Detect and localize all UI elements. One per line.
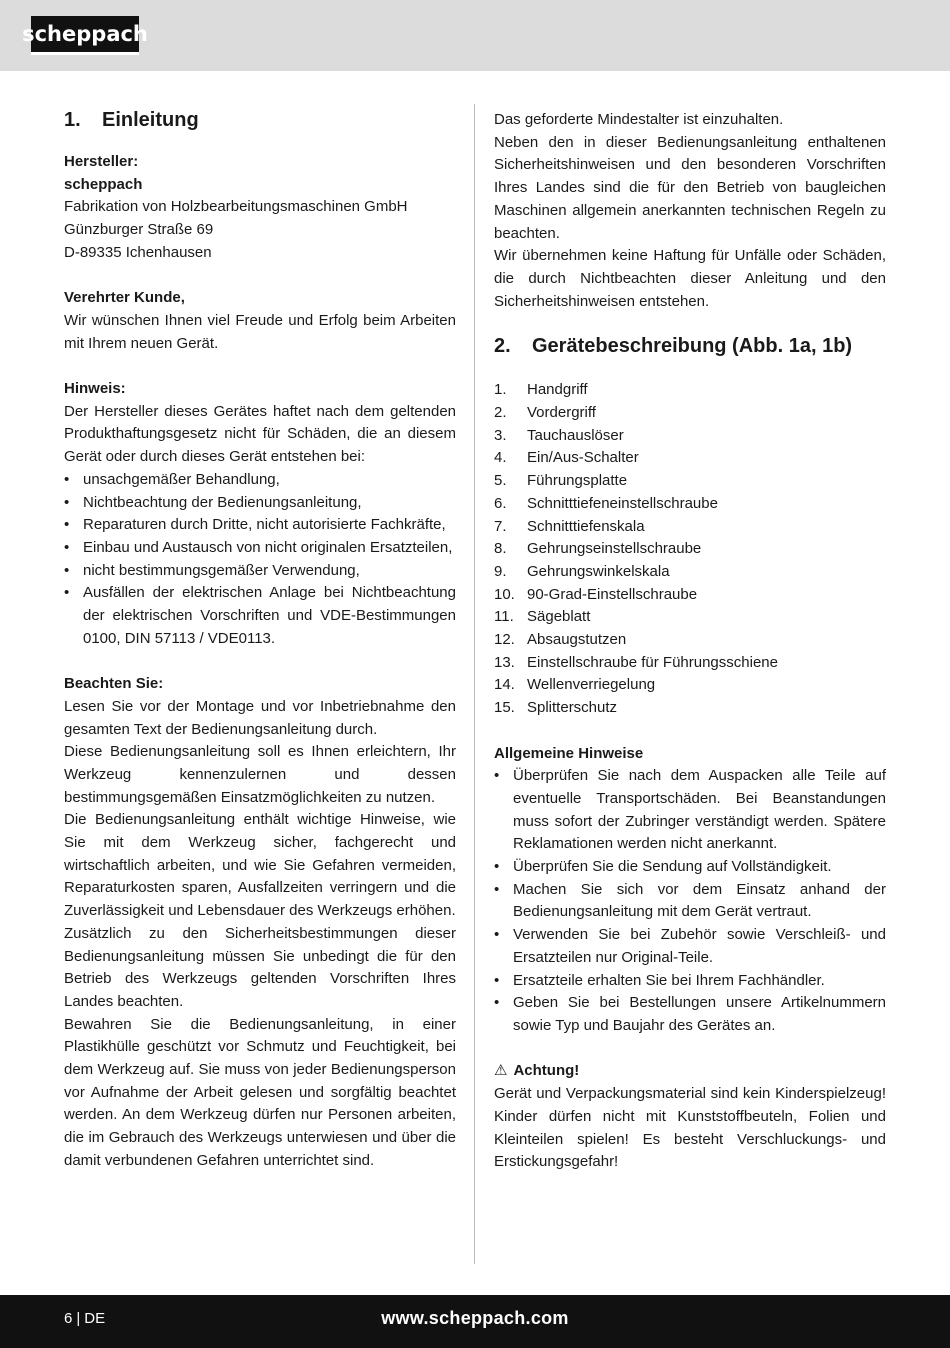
- list-item: 3. Tauchauslöser: [494, 426, 624, 444]
- list-item: • Ausfällen der elektrischen Anlage bei Nichtbeachtung der elektrischen Vorschriften und VDE-Bestimmungen 0100, DIN 57113 / VDE0113.: [64, 582, 456, 650]
- list-item: • Nichtbeachtung der Bedienungsanleitung,: [64, 492, 456, 515]
- language-code: DE: [84, 1310, 106, 1327]
- list-item: • Machen Sie sich vor dem Einsatz anhand der Bedienungsanleitung mit dem Gerät vertraut.: [494, 879, 886, 924]
- right-column: [494, 109, 886, 1174]
- note-list: [64, 469, 456, 651]
- brand-logo: scheppach: [31, 16, 139, 55]
- intro-paragraph: Das geforderte Mindestalter ist einzuhalten.: [494, 111, 784, 128]
- caution-text: Gerät und Verpackungsmaterial sind kein Kinderspielzeug! Kinder dürfen nicht mit Kunststoffbeuteln, Folien und Kleinteilen spielen! Es besteht Verschluckungs- und Erstickungsgefahr!: [494, 1085, 886, 1171]
- manufacturer-line: Fabrikation von Holzbearbeitungsmaschinen GmbH: [64, 198, 408, 216]
- list-item: 10. 90-Grad-Einstellschraube: [494, 585, 698, 603]
- customer-salutation: Verehrter Kunde,: [64, 289, 185, 307]
- list-item: 11. Sägeblatt: [494, 608, 591, 626]
- caution-label: Achtung!: [513, 1062, 580, 1080]
- warning-triangle-icon: ⚠: [494, 1062, 508, 1080]
- caution-heading: [494, 1060, 886, 1083]
- section-number: 2.: [494, 335, 511, 358]
- page-number: 6: [64, 1310, 73, 1327]
- list-item: 12. Absaugstutzen: [494, 631, 627, 649]
- list-item: 8. Gehrungseinstellschraube: [494, 540, 702, 558]
- list-item: 1. Handgriff: [494, 381, 588, 399]
- list-item: 4. Ein/Aus-Schalter: [494, 449, 639, 467]
- left-column: [64, 107, 456, 1173]
- manufacturer-line: D-89335 Ichenhausen: [64, 243, 212, 261]
- parts-list: [494, 379, 886, 720]
- list-item: • Ersatzteile erhalten Sie bei Ihrem Fachhändler.: [494, 970, 886, 993]
- list-item: 9. Gehrungswinkelskala: [494, 562, 670, 580]
- general-notes-list: [494, 765, 886, 1037]
- website-url: www.scheppach.com: [381, 1308, 569, 1328]
- intro-paragraph: Neben den in dieser Bedienungsanleitung enthaltenen Sicherheitshinweisen und den besonderen Vorschriften Ihres Landes sind die für den Betrieb von baugleichen Maschinen allgemein anerkannten technischen Regeln zu beachten.: [494, 133, 886, 242]
- section-title-device-description: [494, 333, 886, 359]
- list-item: 14. Wellenverriegelung: [494, 676, 656, 694]
- list-item: • Überprüfen Sie nach dem Auspacken alle Teile auf eventuelle Transportschäden. Bei Beanstandungen muss sofort der Zubringer verständigt werden. Spätere Reklamationen werden nicht anerkannt.: [494, 765, 886, 856]
- list-item: • Einbau und Austausch von nicht originalen Ersatzteilen,: [64, 537, 456, 560]
- list-item: 15. Splitterschutz: [494, 699, 618, 717]
- column-divider: [474, 104, 475, 1264]
- list-item: • unsachgemäßer Behandlung,: [64, 469, 456, 492]
- observe-paragraph: Bewahren Sie die Bedienungsanleitung, in einer Plastikhülle geschützt vor Schmutz und Feuchtigkeit, bei dem Werkzeug auf. Sie muss von jeder Bedienungsperson vor Aufnahme der Arbeit gelesen und sorgfältig beachtet werden. An dem Werkzeug dürfen nur Personen arbeiten, die im Gebrauch des Werkzeugs unterwiesen und über die damit verbundenen Gefahren unterrichtet sind.: [64, 1015, 456, 1169]
- manufacturer-line: Günzburger Straße 69: [64, 221, 214, 239]
- list-item: 7. Schnitttiefenskala: [494, 517, 645, 535]
- observe-paragraph: Die Bedienungsanleitung enthält wichtige Hinweise, wie Sie mit dem Werkzeug sicher, fachgerecht und wirtschaftlich arbeiten, und wie Sie Gefahren vermeiden, Reparaturkosten sparen, Ausfallzeiten verringern und die Zuverlässigkeit und Lebensdauer des Werkzeugs erhöhen.: [64, 811, 456, 920]
- list-item: 13. Einstellschraube für Führungsschiene: [494, 653, 778, 671]
- observe-label: Beachten Sie:: [64, 675, 164, 693]
- footer-bar: [0, 1295, 950, 1348]
- general-notes-label: Allgemeine Hinweise: [494, 744, 644, 762]
- list-item: • Geben Sie bei Bestellungen unsere Artikelnummern sowie Typ und Baujahr des Gerätes an.: [494, 992, 886, 1037]
- intro-paragraph: Wir übernehmen keine Haftung für Unfälle oder Schäden, die durch Nichtbeachten dieser Anleitung und den Sicherheitshinweisen entstehen.: [494, 247, 886, 310]
- page-separator: |: [76, 1310, 81, 1327]
- list-item: • Verwenden Sie bei Zubehör sowie Verschleiß- und Ersatzteilen nur Original-Teile.: [494, 924, 886, 969]
- observe-paragraph: Lesen Sie vor der Montage und vor Inbetriebnahme den gesamten Text der Bedienungsanleitung durch.: [64, 697, 456, 738]
- note-text: Der Hersteller dieses Gerätes haftet nach dem geltenden Produkthaftungsgesetz nicht für Schäden, die an diesem Gerät oder durch dieses Gerät entstehen bei:: [64, 402, 456, 466]
- list-item: 2. Vordergriff: [494, 404, 596, 422]
- list-item: 6. Schnitttiefeneinstellschraube: [494, 494, 718, 512]
- list-item: • Überprüfen Sie die Sendung auf Vollständigkeit.: [494, 856, 886, 879]
- customer-text: Wir wünschen Ihnen viel Freude und Erfolg beim Arbeiten mit Ihrem neuen Gerät.: [64, 311, 456, 352]
- header-bar: [0, 0, 950, 71]
- manufacturer-name: scheppach: [64, 175, 143, 193]
- observe-paragraph: Zusätzlich zu den Sicherheitsbestimmungen dieser Bedienungsanleitung müssen Sie unbedingt die für den Betrieb des Werkzeugs geltenden Vorschriften Ihres Landes beachten.: [64, 924, 456, 1010]
- list-item: • Reparaturen durch Dritte, nicht autorisierte Fachkräfte,: [64, 514, 456, 537]
- list-item: 5. Führungsplatte: [494, 472, 628, 490]
- section-title-text: Einleitung: [102, 109, 199, 131]
- list-item: • nicht bestimmungsgemäßer Verwendung,: [64, 560, 456, 583]
- note-label: Hinweis:: [64, 380, 126, 397]
- manufacturer-label: Hersteller:: [64, 153, 139, 170]
- section-number: 1.: [64, 109, 81, 131]
- section-title-text: Gerätebeschreibung (Abb. 1a, 1b): [532, 335, 853, 358]
- section-title-introduction: [64, 107, 456, 133]
- observe-paragraph: Diese Bedienungsanleitung soll es Ihnen erleichtern, Ihr Werkzeug kennenzulernen und dessen bestimmungsgemäßen Einsatzmöglichkeiten zu nutzen.: [64, 743, 456, 806]
